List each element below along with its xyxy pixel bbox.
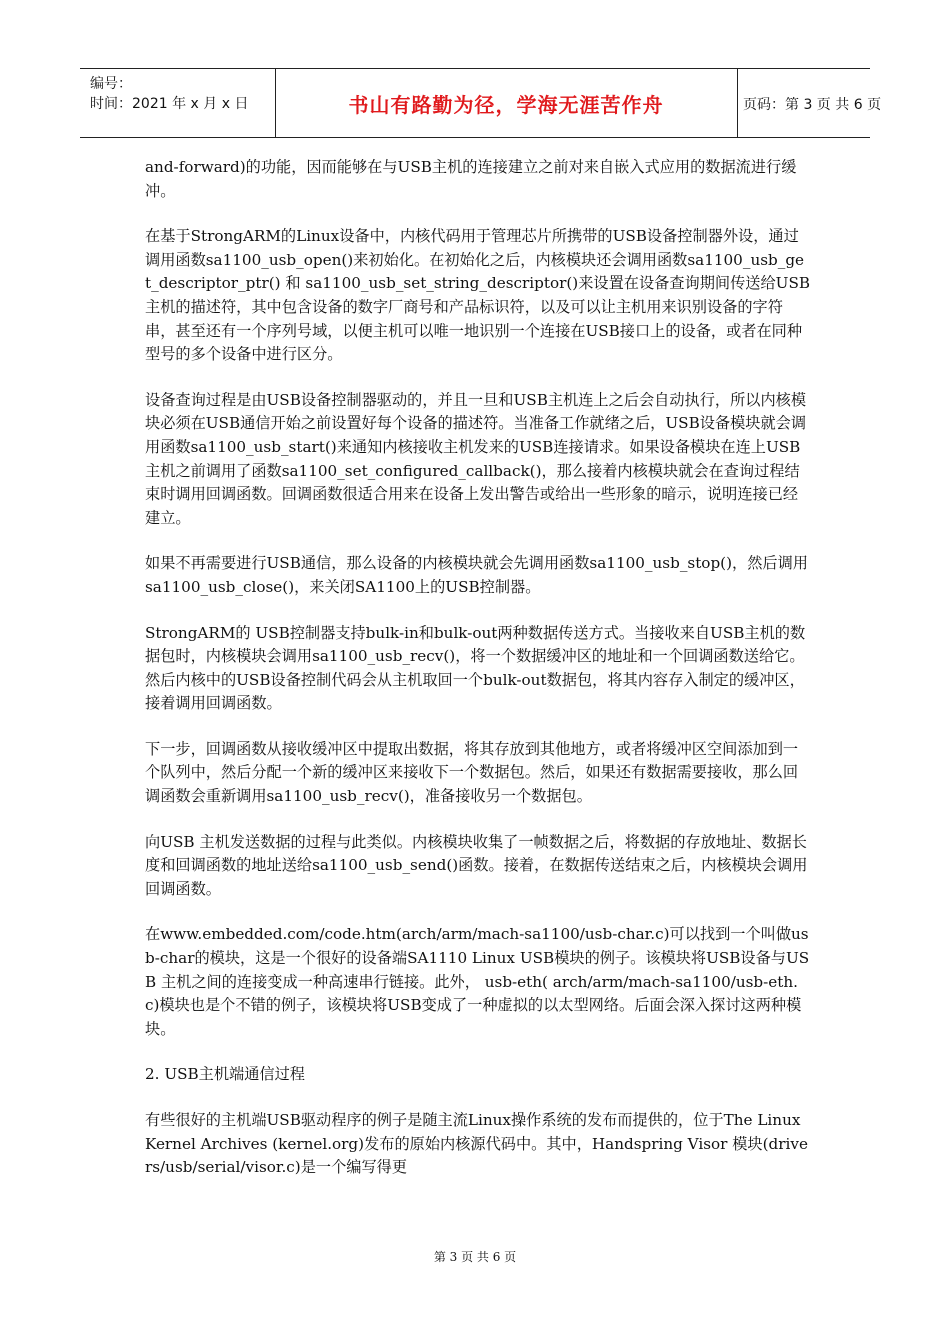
body-paragraph: 如果不再需要进行USB通信，那么设备的内核模块就会先调用函数sa1100_usb_stop()，然后调用sa1100_usb_close()，来关闭SA1100上的USB控制器。 [145, 554, 808, 596]
section-heading: 2. USB主机端通信过程 [145, 1065, 305, 1084]
body-paragraph: 设备查询过程是由USB设备控制器驱动的，并且一旦和USB主机连上之后会自动执行，所以内核模块必须在USB通信开始之前设置好每个设备的描述符。当准备工作就绪之后，USB设备模块就会调用函数sa1100_usb_start()来通知内核接收主机发来的USB连接请求。如果设备模块在连上USB 主机之前调用了函数sa1100_set_configured_callback()，那么接着内核模块就会在查询过程结束时调用回调函数。回调函数很适合用来在设备上发出警告或给出一些形象的暗示，说明连接已经建立。 [145, 390, 807, 527]
body-paragraph: 有些很好的主机端USB驱动程序的例子是随主流Linux操作系统的发布而提供的，位于The Linux Kernel Archives (kernel.org)发布的原始内核源代码中。其中，Handspring Visor 模块(drivers/usb/serial/visor.c)是一个编写得更 [145, 1111, 808, 1177]
header-meta-cell [80, 69, 276, 137]
header-page-cell [737, 69, 882, 137]
document-number-label: 编号： [90, 76, 132, 92]
document-date-label: 时间：2021 年 x 月 x 日 [90, 96, 249, 112]
header-page-info: 页码：第 3 页 共 6 页 [743, 97, 882, 113]
body-paragraph: and-forward)的功能，因而能够在与USB主机的连接建立之前对来自嵌入式应用的数据流进行缓冲。 [145, 158, 797, 200]
body-paragraph: 下一步，回调函数从接收缓冲区中提取出数据，将其存放到其他地方，或者将缓冲区空间添加到一个队列中，然后分配一个新的缓冲区来接收下一个数据包。然后，如果还有数据需要接收，那么回调函数会重新调用sa1100_usb_recv()，准备接收另一个数据包。 [145, 739, 799, 806]
body-paragraph: StrongARM的 USB控制器支持bulk-in和bulk-out两种数据传送方式。当接收来自USB主机的数据包时，内核模块会调用sa1100_usb_recv()，将一个数据缓冲区的地址和一个回调函数送给它。然后内核中的USB设备控制代码会从主机取回一个bulk-out数据包，将其内容存入制定的缓冲区，接着调用回调函数。 [145, 623, 806, 713]
body-paragraph: 在www.embedded.com/code.htm(arch/arm/mach-sa1100/usb-char.c)可以找到一个叫做usb-char的模块，这是一个很好的设备端SA1110 Linux USB模块的例子。该模块将USB设备与USB 主机之间的连接变成一种高速串行链接。此外， usb-eth( arch/arm/mach-sa1100/usb-eth.c)模块也是个不错的例子，该模块将USB变成了一种虚拟的以太型网络。后面会深入探讨这两种模块。 [145, 925, 810, 1038]
header-motto: 书山有路勤为径，学海无涯苦作舟 [348, 93, 664, 117]
body-paragraph: 在基于StrongARM的Linux设备中，内核代码用于管理芯片所携带的USB设备控制器外设，通过调用函数sa1100_usb_open()来初始化。在初始化之后，内核模块还会调用函数sa1100_usb_get_descriptor_ptr() 和 sa1100_usb_set_string_descriptor()来设置在设备查询期间传送给USB主机的描述符，其中包含设备的数字厂商号和产品标识符，以及可以让主机用来识别设备的字符串，甚至还有一个序列号域，以便主机可以唯一地识别一个连接在USB接口上的设备，或者在同种型号的多个设备中进行区分。 [145, 227, 811, 364]
document-body [145, 156, 810, 1180]
header-motto-cell [275, 69, 738, 137]
page-footer: 第 3 页 共 6 页 [433, 1250, 517, 1264]
page-header [80, 68, 882, 138]
body-paragraph: 向USB 主机发送数据的过程与此类似。内核模块收集了一帧数据之后，将数据的存放地址、数据长度和回调函数的地址送给sa1100_usb_send()函数。接着，在数据传送结束之后，内核模块会调用回调函数。 [145, 832, 808, 898]
